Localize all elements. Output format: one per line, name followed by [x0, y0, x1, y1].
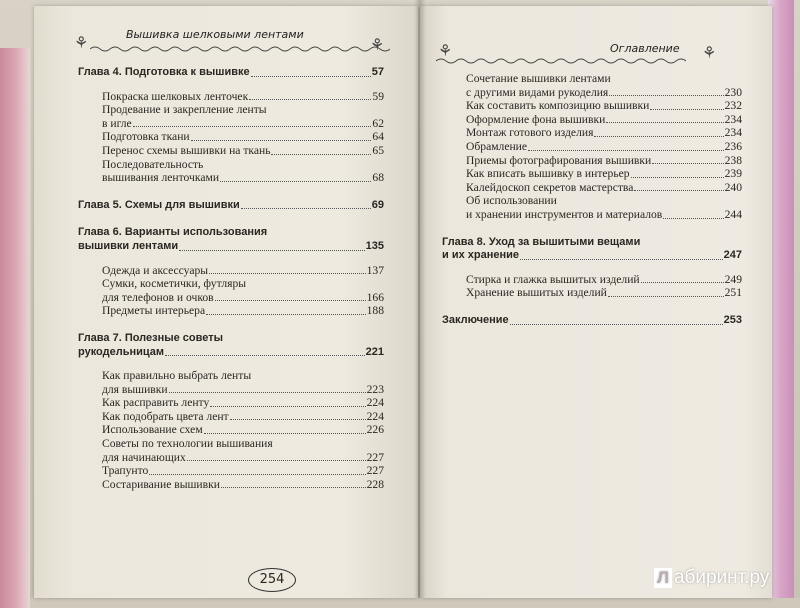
toc-page-number: 236 — [724, 139, 742, 153]
toc-chapter — [78, 226, 384, 253]
bow-ornament-icon: ⚘ — [370, 37, 385, 54]
toc-entry-row — [102, 304, 384, 318]
toc-entry — [78, 478, 384, 492]
dot-leader — [133, 126, 372, 127]
toc-entry-title: и хранении инструментов и материалов — [466, 207, 663, 221]
dot-leader — [594, 136, 723, 137]
toc-entry-row — [78, 240, 384, 254]
toc-page-number: 59 — [372, 89, 384, 103]
toc-page-number: 221 — [365, 345, 384, 358]
toc-entry-title: Об использовании — [466, 194, 557, 208]
dot-leader — [251, 76, 371, 77]
toc-entry-title: Продевание и закрепление ленты — [102, 103, 267, 117]
toc-entry — [78, 90, 384, 104]
toc-entry-title: Хранение вышитых изделий — [466, 286, 607, 300]
bow-ornament-icon: ⚘ — [702, 45, 717, 62]
dot-leader — [209, 273, 366, 274]
running-head: Вышивка шелковыми лентами — [126, 28, 304, 41]
toc-page-number: 64 — [372, 130, 384, 144]
toc-entry-row — [102, 478, 384, 492]
book-gutter — [414, 0, 426, 598]
toc-entry-title: вышивки лентами — [78, 239, 179, 252]
toc-entry-title: Предметы интерьера — [102, 304, 206, 318]
toc-page-number: 68 — [372, 171, 384, 185]
toc-spacer — [78, 318, 384, 332]
toc-entry-row — [102, 264, 384, 278]
toc-entry-title: Как вписать вышивку в интерьер — [466, 167, 630, 181]
dot-leader — [215, 300, 366, 301]
toc-entry-row — [466, 99, 742, 113]
toc-chapter — [78, 332, 384, 359]
left-page — [34, 6, 418, 598]
dot-leader — [230, 419, 366, 420]
toc-entry-row — [466, 113, 742, 127]
dot-leader — [650, 109, 723, 110]
book-cover-left-edge — [0, 48, 30, 608]
toc-entry — [78, 130, 384, 144]
toc-entry-row — [78, 346, 384, 360]
dot-leader — [210, 406, 365, 407]
toc-entry — [78, 304, 384, 318]
toc-entry-title: Состаривание вышивки — [102, 477, 220, 491]
toc-entry-title: Стирка и глажка вышитых изделий — [466, 272, 640, 286]
toc-page-number: 234 — [724, 126, 742, 140]
toc-entry-title: Советы по технологии вышивания — [102, 437, 273, 451]
toc-entry-title: Приемы фотографирования вышивки — [466, 153, 652, 167]
toc-entry — [442, 99, 742, 113]
toc-entry-title: Одежда и аксессуары — [102, 263, 209, 277]
toc-page-number: 247 — [723, 249, 742, 262]
toc-entry-title: Глава 5. Схемы для вышивки — [78, 198, 240, 211]
toc-entry-row — [102, 90, 384, 104]
toc-entry-row — [466, 154, 742, 168]
toc-spacer — [78, 80, 384, 90]
toc-page-number: 232 — [724, 99, 742, 113]
toc-spacer — [442, 300, 742, 314]
toc-page-number: 224 — [366, 396, 384, 410]
dot-leader — [187, 460, 366, 461]
toc-page-number: 62 — [372, 116, 384, 130]
toc-entry-title: вышивания ленточками — [102, 171, 220, 185]
toc-page-number: 226 — [366, 423, 384, 437]
toc-page-number: 188 — [366, 304, 384, 318]
toc-entry-row — [466, 286, 742, 300]
toc-page-number: 244 — [724, 207, 742, 221]
dot-leader — [606, 122, 723, 123]
toc-page-number: 253 — [723, 313, 742, 326]
dot-leader — [634, 190, 723, 191]
toc-entry — [442, 140, 742, 154]
toc-page-number: 166 — [366, 290, 384, 304]
toc-entry — [78, 369, 384, 396]
toc-page-number: 227 — [366, 450, 384, 464]
toc-entry-title: Покраска шелковых ленточек — [102, 89, 249, 103]
toc-entry-title: с другими видами рукоделия — [466, 85, 609, 99]
toc-entry-title: Заключение — [442, 313, 509, 326]
toc-entry-row — [102, 171, 384, 185]
toc-entry — [442, 273, 742, 287]
dot-leader — [663, 218, 723, 219]
watermark-text: абиринт.ру — [673, 567, 770, 588]
toc-page-number: 135 — [365, 239, 384, 252]
toc-entry — [442, 113, 742, 127]
toc-spacer — [78, 185, 384, 199]
toc-entry — [78, 144, 384, 158]
toc-entry-row — [102, 117, 384, 131]
wavy-rule — [90, 44, 390, 54]
toc-entry-title: и их хранение — [442, 249, 519, 262]
toc-entry-title: Монтаж готового изделия — [466, 126, 594, 140]
dot-leader — [641, 282, 724, 283]
toc-page-number: 230 — [724, 85, 742, 99]
right-page — [420, 6, 772, 598]
dot-leader — [609, 95, 723, 96]
toc-entry-title: Перенос схемы вышивки на ткань — [102, 143, 271, 157]
toc-entry-row — [102, 144, 384, 158]
toc-page-number: 234 — [724, 112, 742, 126]
toc-entry-title: Как составить композицию вышивки — [466, 99, 650, 113]
toc-entry — [78, 410, 384, 424]
dot-leader — [191, 140, 372, 141]
toc-entry-title: в игле — [102, 116, 132, 130]
toc-entry-row — [78, 199, 384, 213]
dot-leader — [221, 487, 366, 488]
toc-entry-row — [102, 410, 384, 424]
toc-page-number: 137 — [366, 263, 384, 277]
toc-page-number: 69 — [371, 198, 384, 211]
dot-leader — [220, 181, 371, 182]
toc-chapter — [442, 314, 742, 328]
watermark — [654, 567, 769, 589]
toc-entry-row — [102, 291, 384, 305]
toc-entry — [78, 158, 384, 185]
dot-leader — [149, 474, 365, 475]
dot-leader — [528, 150, 724, 151]
toc-entry-title: Сумки, косметички, футляры — [102, 277, 247, 291]
toc-entry — [442, 286, 742, 300]
toc-entry-title: Использование схем — [102, 423, 203, 437]
toc-entry-title: Глава 8. Уход за вышитыми вещами — [442, 235, 641, 248]
toc-entry — [442, 126, 742, 140]
toc-page-number: 57 — [371, 66, 384, 78]
toc-spacer — [78, 359, 384, 369]
toc-entry-row — [442, 249, 742, 263]
toc-page-number: 239 — [724, 167, 742, 181]
dot-leader — [631, 177, 724, 178]
wavy-rule — [436, 56, 686, 66]
toc-spacer — [78, 212, 384, 226]
toc-entry-title: Калейдоскоп секретов мастерства — [466, 180, 634, 194]
toc-entry-row — [466, 273, 742, 287]
toc-spacer — [78, 254, 384, 264]
toc-entry-title: Глава 6. Варианты использования — [78, 226, 268, 239]
toc-entry-row — [102, 130, 384, 144]
toc-entry — [78, 396, 384, 410]
dot-leader — [652, 163, 723, 164]
toc-entry-title: Подготовка ткани — [102, 130, 190, 144]
toc-entry-row — [102, 423, 384, 437]
toc-spacer — [442, 263, 742, 273]
toc-entry-row — [102, 383, 384, 397]
toc-entry-title: Оформление фона вышивки — [466, 112, 606, 126]
toc-entry — [78, 464, 384, 478]
toc-entry-title: Как подобрать цвета лент — [102, 409, 229, 423]
dot-leader — [179, 250, 364, 251]
toc-page-number: 65 — [372, 143, 384, 157]
toc-entry-row — [466, 126, 742, 140]
dot-leader — [204, 433, 366, 434]
dot-leader — [169, 392, 366, 393]
toc-entry-row — [102, 396, 384, 410]
toc-entry-title: для телефонов и очков — [102, 290, 214, 304]
toc-entry-row — [78, 66, 384, 80]
dot-leader — [608, 296, 724, 297]
toc-entry-row — [102, 464, 384, 478]
dot-leader — [510, 324, 723, 325]
toc-right — [442, 72, 742, 328]
toc-page-number: 228 — [366, 477, 384, 491]
toc-entry-title: рукодельницам — [78, 345, 165, 358]
toc-spacer — [442, 222, 742, 236]
toc-page-number: 224 — [366, 409, 384, 423]
toc-page-number: 238 — [724, 153, 742, 167]
toc-page-number: 227 — [366, 464, 384, 478]
toc-entry-title: для вышивки — [102, 382, 168, 396]
toc-entry — [78, 437, 384, 464]
toc-entry-title: Глава 4. Подготовка к вышивке — [78, 66, 250, 78]
toc-entry — [78, 277, 384, 304]
toc-entry-title: для начинающих — [102, 450, 186, 464]
toc-entry-row — [466, 86, 742, 100]
toc-entry-title: Сочетание вышивки лентами — [466, 72, 611, 85]
toc-entry — [442, 194, 742, 221]
toc-entry — [442, 154, 742, 168]
toc-page-number: 240 — [724, 180, 742, 194]
page-number: 254 — [248, 568, 296, 592]
toc-entry — [78, 264, 384, 278]
toc-entry — [78, 103, 384, 130]
toc-entry-row — [466, 167, 742, 181]
toc-entry-title: Последовательность — [102, 157, 204, 171]
toc-chapter — [78, 199, 384, 213]
toc-page-number: 249 — [724, 272, 742, 286]
dot-leader — [249, 99, 371, 100]
toc-page-number: 251 — [724, 286, 742, 300]
toc-entry-title: Глава 7. Полезные советы — [78, 331, 224, 344]
toc-entry-row — [466, 208, 742, 222]
toc-chapter — [442, 236, 742, 263]
toc-chapter — [78, 66, 384, 80]
dot-leader — [271, 154, 371, 155]
toc-entry-row — [102, 451, 384, 465]
bow-ornament-icon: ⚘ — [438, 43, 453, 60]
running-head: Оглавление — [610, 42, 680, 55]
toc-entry — [442, 72, 742, 99]
watermark-logo: Л — [654, 568, 672, 588]
dot-leader — [165, 355, 365, 356]
toc-entry-title: Как расправить ленту — [102, 396, 210, 410]
toc-entry — [78, 423, 384, 437]
toc-entry-title: Обрамление — [466, 139, 528, 153]
bow-ornament-icon: ⚘ — [74, 35, 89, 52]
toc-entry — [442, 181, 742, 195]
toc-entry-row — [466, 181, 742, 195]
toc-entry — [442, 167, 742, 181]
toc-entry-row — [466, 140, 742, 154]
toc-entry-row — [442, 314, 742, 328]
dot-leader — [241, 208, 371, 209]
toc-page-number: 223 — [366, 382, 384, 396]
dot-leader — [520, 259, 723, 260]
toc-entry-title: Как правильно выбрать ленты — [102, 369, 252, 383]
toc-left — [78, 66, 384, 491]
toc-entry-title: Трапунто — [102, 464, 149, 478]
dot-leader — [206, 314, 366, 315]
